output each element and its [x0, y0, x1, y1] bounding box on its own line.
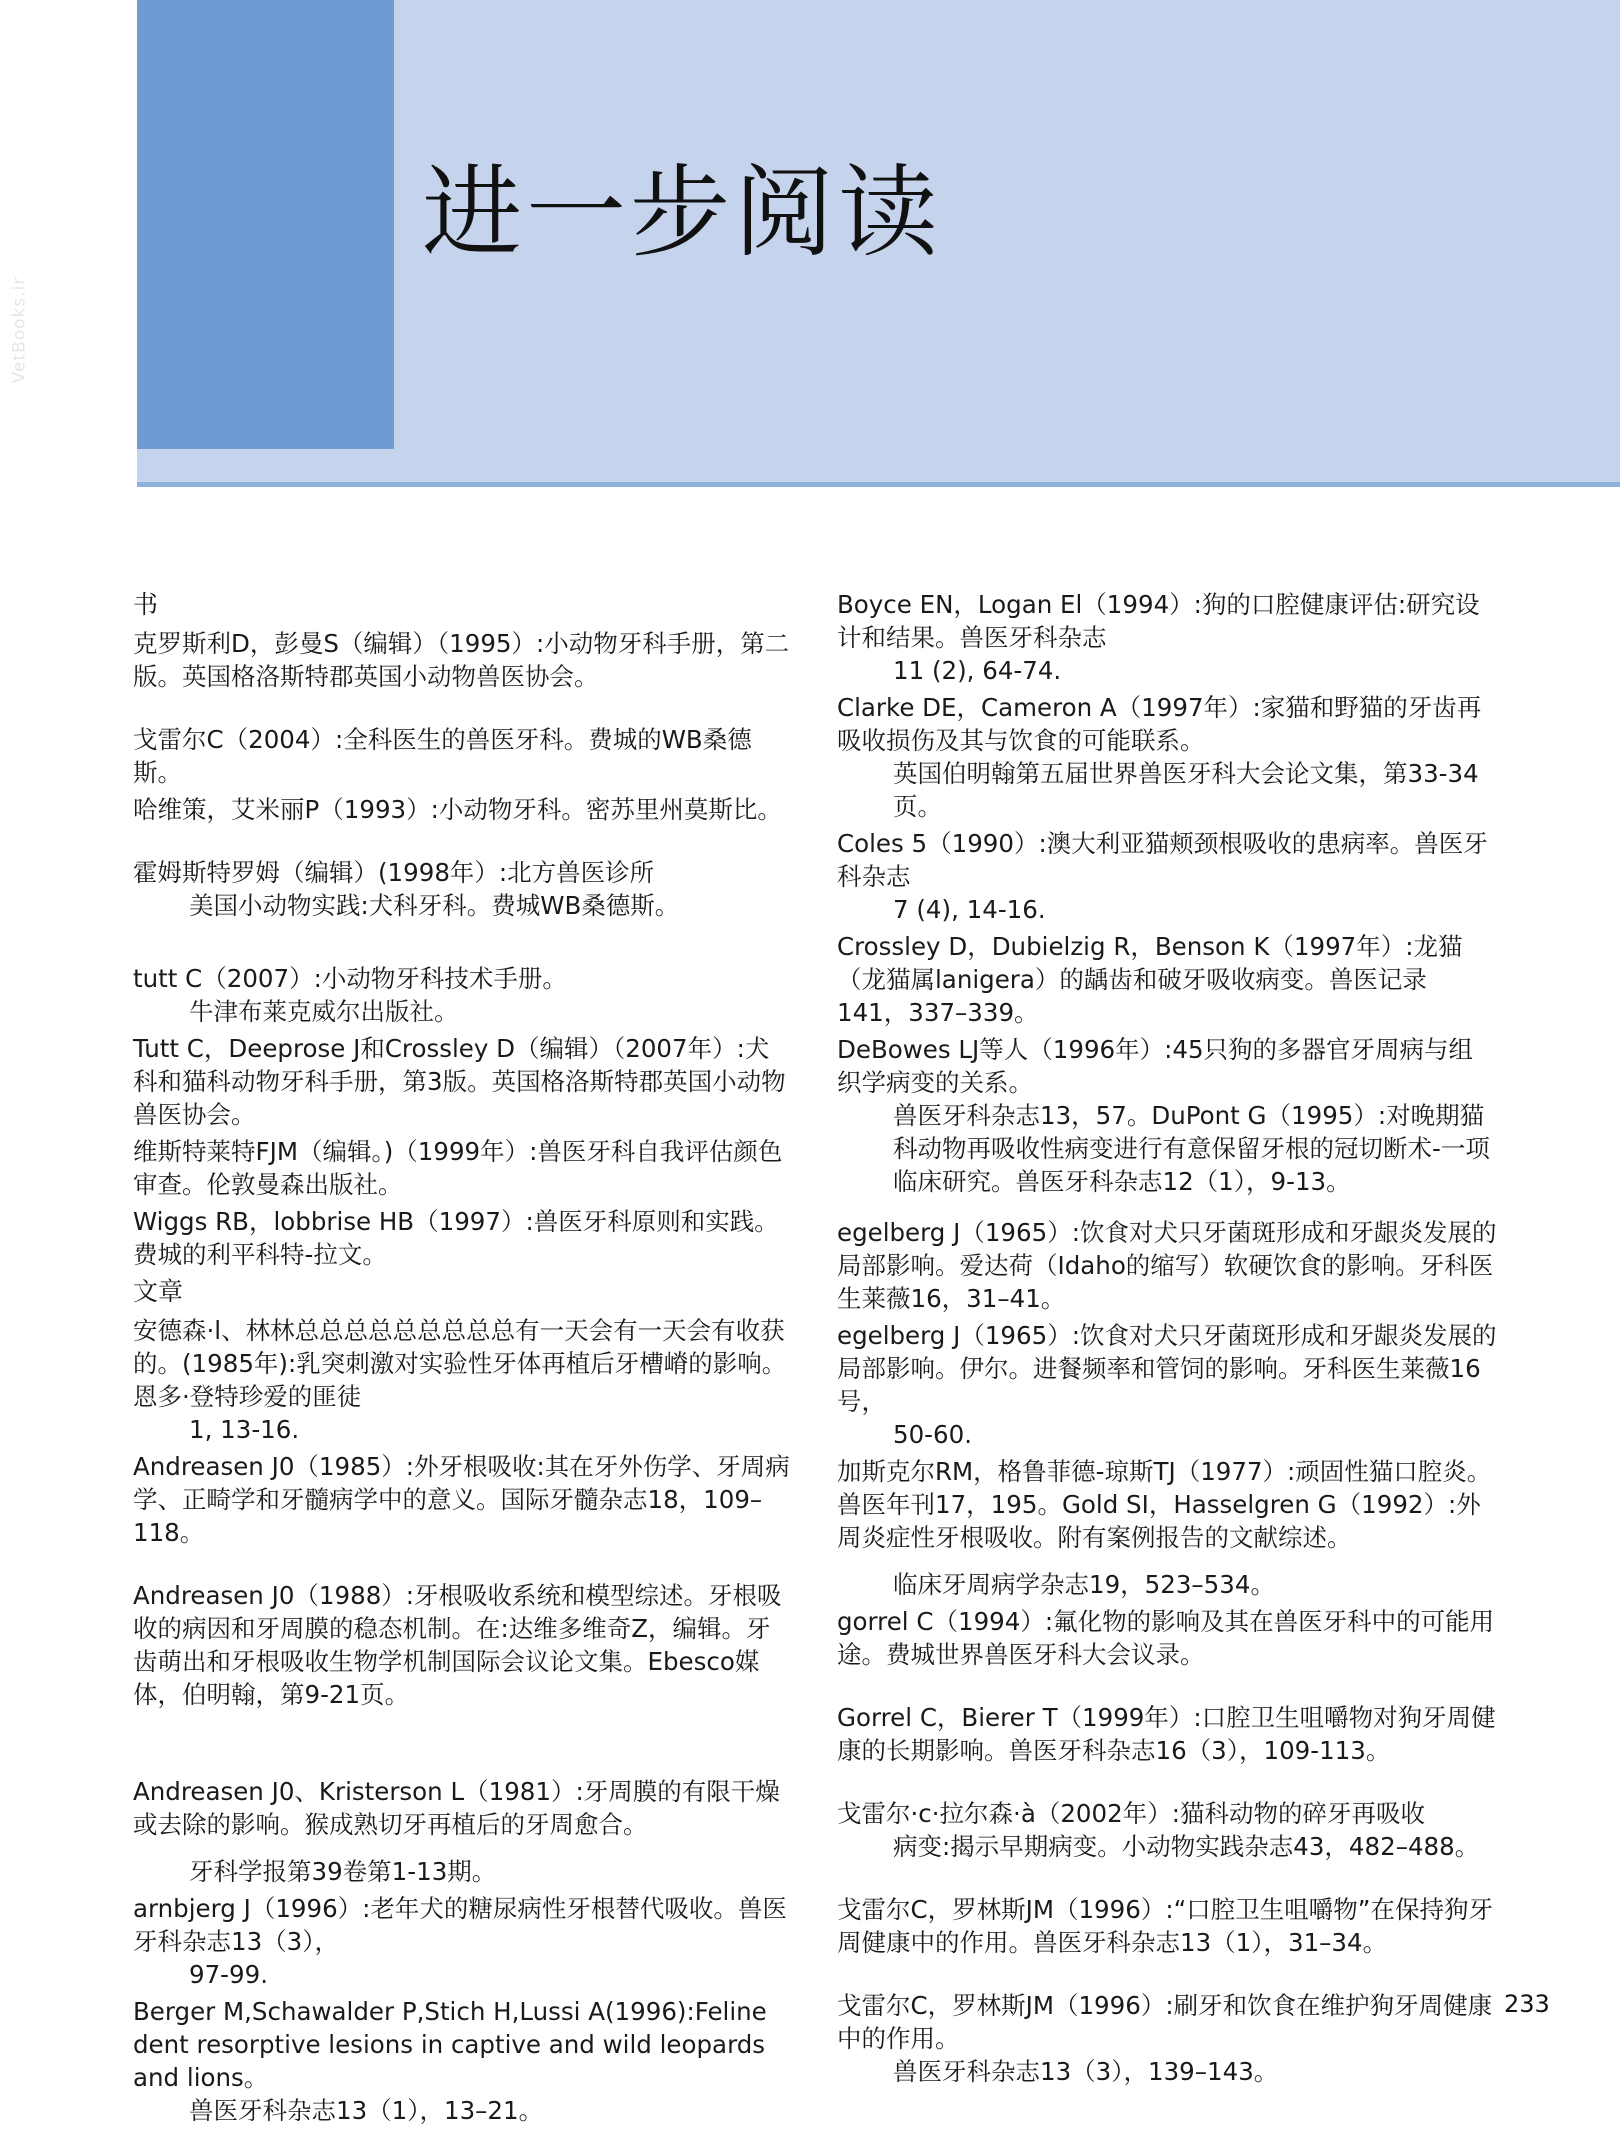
reference-continuation: 英国伯明翰第五届世界兽医牙科大会论文集，第33-34页。 [893, 759, 1479, 821]
reference-text: Coles 5（1990）:澳大利亚猫颊颈根吸收的患病率。兽医牙科杂志 [837, 829, 1488, 891]
reference-continuation: 11 (2), 64-74. [893, 656, 1062, 685]
reference-text: 霍姆斯特罗姆（编辑）(1998年）:北方兽医诊所 [133, 858, 655, 887]
reference-entry [837, 930, 1497, 1029]
reference-continuation: 兽医牙科杂志13，57。DuPont G（1995）:对晚期猫科动物再吸收性病变进行有意保留牙根的冠切断术-一项临床研究。兽医牙科杂志12（1），9-13。 [893, 1101, 1490, 1196]
reference-entry [133, 627, 793, 693]
reference-continuation: 1, 13-16. [189, 1415, 300, 1444]
header-accent-block [137, 0, 394, 449]
reference-continuation: 7 (4), 14-16. [893, 895, 1046, 924]
reference-text: 克罗斯利D，彭曼S（编辑）（1995）:小动物牙科手册，第二版。英国格洛斯特郡英国小动物兽医协会。 [133, 629, 790, 691]
right-column [837, 588, 1497, 2092]
reference-text: gorrel C（1994）:氟化物的影响及其在兽医牙科中的可能用途。费城世界兽医牙科大会议录。 [837, 1607, 1495, 1669]
reference-text: 戈雷尔·c·拉尔森·à（2002年）:猫科动物的碎牙再吸收 [837, 1799, 1425, 1828]
reference-entry [133, 793, 793, 826]
reference-entry [837, 1216, 1497, 1315]
page-number: 233 [1504, 1990, 1550, 2018]
reference-entry [133, 1314, 793, 1446]
reference-text: 哈维策，艾米丽P（1993）:小动物牙科。密苏里州莫斯比。 [133, 795, 782, 824]
reference-entry [133, 1995, 793, 2127]
reference-text: tutt C（2007）:小动物牙科技术手册。 [133, 964, 567, 993]
reference-entry [133, 1579, 793, 1711]
reference-entry [133, 723, 793, 789]
reference-text: Wiggs RB，lobbrise HB（1997）:兽医牙科原则和实践。费城的利平科特-拉文。 [133, 1207, 779, 1269]
books-heading: 书 [133, 590, 159, 619]
reference-continuation: 牛津布莱克威尔出版社。 [189, 997, 459, 1026]
reference-entry [837, 1033, 1497, 1198]
reference-continuation: 牙科学报第39卷第1-13期。 [189, 1857, 497, 1886]
reference-text: 维斯特莱特FJM（编辑。)（1999年）:兽医牙科自我评估颜色审查。伦敦曼森出版社。 [133, 1137, 783, 1199]
reference-text: 安德森·l、林林总总总总总总总总总有一天会有一天会有收获的。(1985年):乳突刺激对实验性牙体再植后牙槽嵴的影响。恩多·登特珍爱的匪徒 [133, 1316, 787, 1411]
reference-continuation: 50-60. [893, 1420, 972, 1449]
reference-text: Andreasen J0（1985）:外牙根吸收:其在牙外伤学、牙周病学、正畸学和牙髓病学中的意义。国际牙髓杂志18，109–118。 [133, 1452, 790, 1547]
reference-entry [837, 588, 1497, 687]
reference-text: egelberg J（1965）:饮食对犬只牙菌斑形成和牙龈炎发展的局部影响。伊尔。进餐频率和管饲的影响。牙科医生莱薇16号， [837, 1321, 1497, 1416]
left-column [133, 588, 793, 2131]
articles-heading: 文章 [133, 1277, 184, 1306]
reference-entry [837, 1319, 1497, 1451]
reference-continuation: 兽医牙科杂志13（3），139–143。 [893, 2057, 1279, 2086]
reference-text: Andreasen J0（1988）:牙根吸收系统和模型综述。牙根吸收的病因和牙周膜的稳态机制。在:达维多维奇Z，编辑。牙齿萌出和牙根吸收生物学机制国际会议论文集。Ebesco媒体，伯明翰，第9-21页。 [133, 1581, 782, 1709]
reference-text: Tutt C，Deeprose J和Crossley D（编辑）（2007年）:犬科和猫科动物牙科手册，第3版。英国格洛斯特郡英国小动物兽医协会。 [133, 1034, 786, 1129]
reference-entry [837, 1605, 1497, 1671]
reference-entry [133, 962, 793, 1028]
reference-text: egelberg J（1965）:饮食对犬只牙菌斑形成和牙龈炎发展的局部影响。爱达荷（Idaho的缩写）软硬饮食的影响。牙科医生莱薇16，31–41。 [837, 1218, 1497, 1313]
page-title: 进一步阅读 [422, 154, 942, 271]
reference-continuation: 97-99. [189, 1960, 268, 1989]
reference-text: 戈雷尔C（2004）:全科医生的兽医牙科。费城的WB桑德斯。 [133, 725, 752, 787]
header-rule [137, 482, 1620, 487]
reference-text: arnbjerg J（1996）:老年犬的糖尿病性牙根替代吸收。兽医牙科杂志13（3）， [133, 1894, 787, 1956]
reference-entry [133, 1205, 793, 1271]
reference-entry [133, 1135, 793, 1201]
reference-text: Berger M,Schawalder P,Stich H,Lussi A(1996):Feline dent resorptive lesions in captive and wild leopards and lions。 [133, 1997, 767, 2092]
reference-entry [133, 856, 793, 922]
reference-entry [837, 827, 1497, 926]
reference-continuation: 病变:揭示早期病变。小动物实践杂志43，482–488。 [893, 1832, 1480, 1861]
reference-continuation: 临床牙周病学杂志19，523–534。 [893, 1570, 1275, 1599]
reference-text: Crossley D，Dubielzig R，Benson K（1997年）:龙猫（龙猫属lanigera）的龋齿和破牙吸收病变。兽医记录141，337–339。 [837, 932, 1463, 1027]
reference-text: DeBowes LJ等人（1996年）:45只狗的多器官牙周病与组织学病变的关系。 [837, 1035, 1474, 1097]
reference-entry [133, 1892, 793, 1991]
reference-entry [133, 1450, 793, 1549]
reference-entry [133, 1032, 793, 1131]
watermark: VetBooks.ir [9, 276, 30, 384]
reference-entry [133, 1775, 793, 1888]
reference-entry [837, 1701, 1497, 1767]
reference-continuation: 美国小动物实践:犬科牙科。费城WB桑德斯。 [189, 891, 680, 920]
reference-entry [837, 1797, 1497, 1863]
reference-continuation: 兽医牙科杂志13（1），13–21。 [189, 2096, 544, 2125]
reference-text: Boyce EN，Logan El（1994）:狗的口腔健康评估:研究设计和结果。兽医牙科杂志 [837, 590, 1480, 652]
reference-entry [837, 1893, 1497, 1959]
reference-entry [837, 691, 1497, 823]
reference-entry [837, 1455, 1497, 1601]
reference-text: Andreasen J0、Kristerson L（1981）:牙周膜的有限干燥或去除的影响。猴成熟切牙再植后的牙周愈合。 [133, 1777, 780, 1839]
reference-entry [837, 1989, 1497, 2088]
reference-text: 戈雷尔C，罗林斯JM（1996）:“口腔卫生咀嚼物”在保持狗牙周健康中的作用。兽医牙科杂志13（1），31–34。 [837, 1895, 1493, 1957]
reference-text: Gorrel C，Bierer T（1999年）:口腔卫生咀嚼物对狗牙周健康的长期影响。兽医牙科杂志16（3），109-113。 [837, 1703, 1496, 1765]
reference-text: 戈雷尔C，罗林斯JM（1996）:刷牙和饮食在维护狗牙周健康中的作用。 [837, 1991, 1493, 2053]
reference-text: 加斯克尔RM，格鲁菲德-琼斯TJ（1977）:顽固性猫口腔炎。兽医年刊17，195。Gold SI，Hasselgren G（1992）:外周炎症性牙根吸收。附有案例报告的文献综述。 [837, 1457, 1492, 1552]
reference-text: Clarke DE，Cameron A（1997年）:家猫和野猫的牙齿再吸收损伤及其与饮食的可能联系。 [837, 693, 1482, 755]
